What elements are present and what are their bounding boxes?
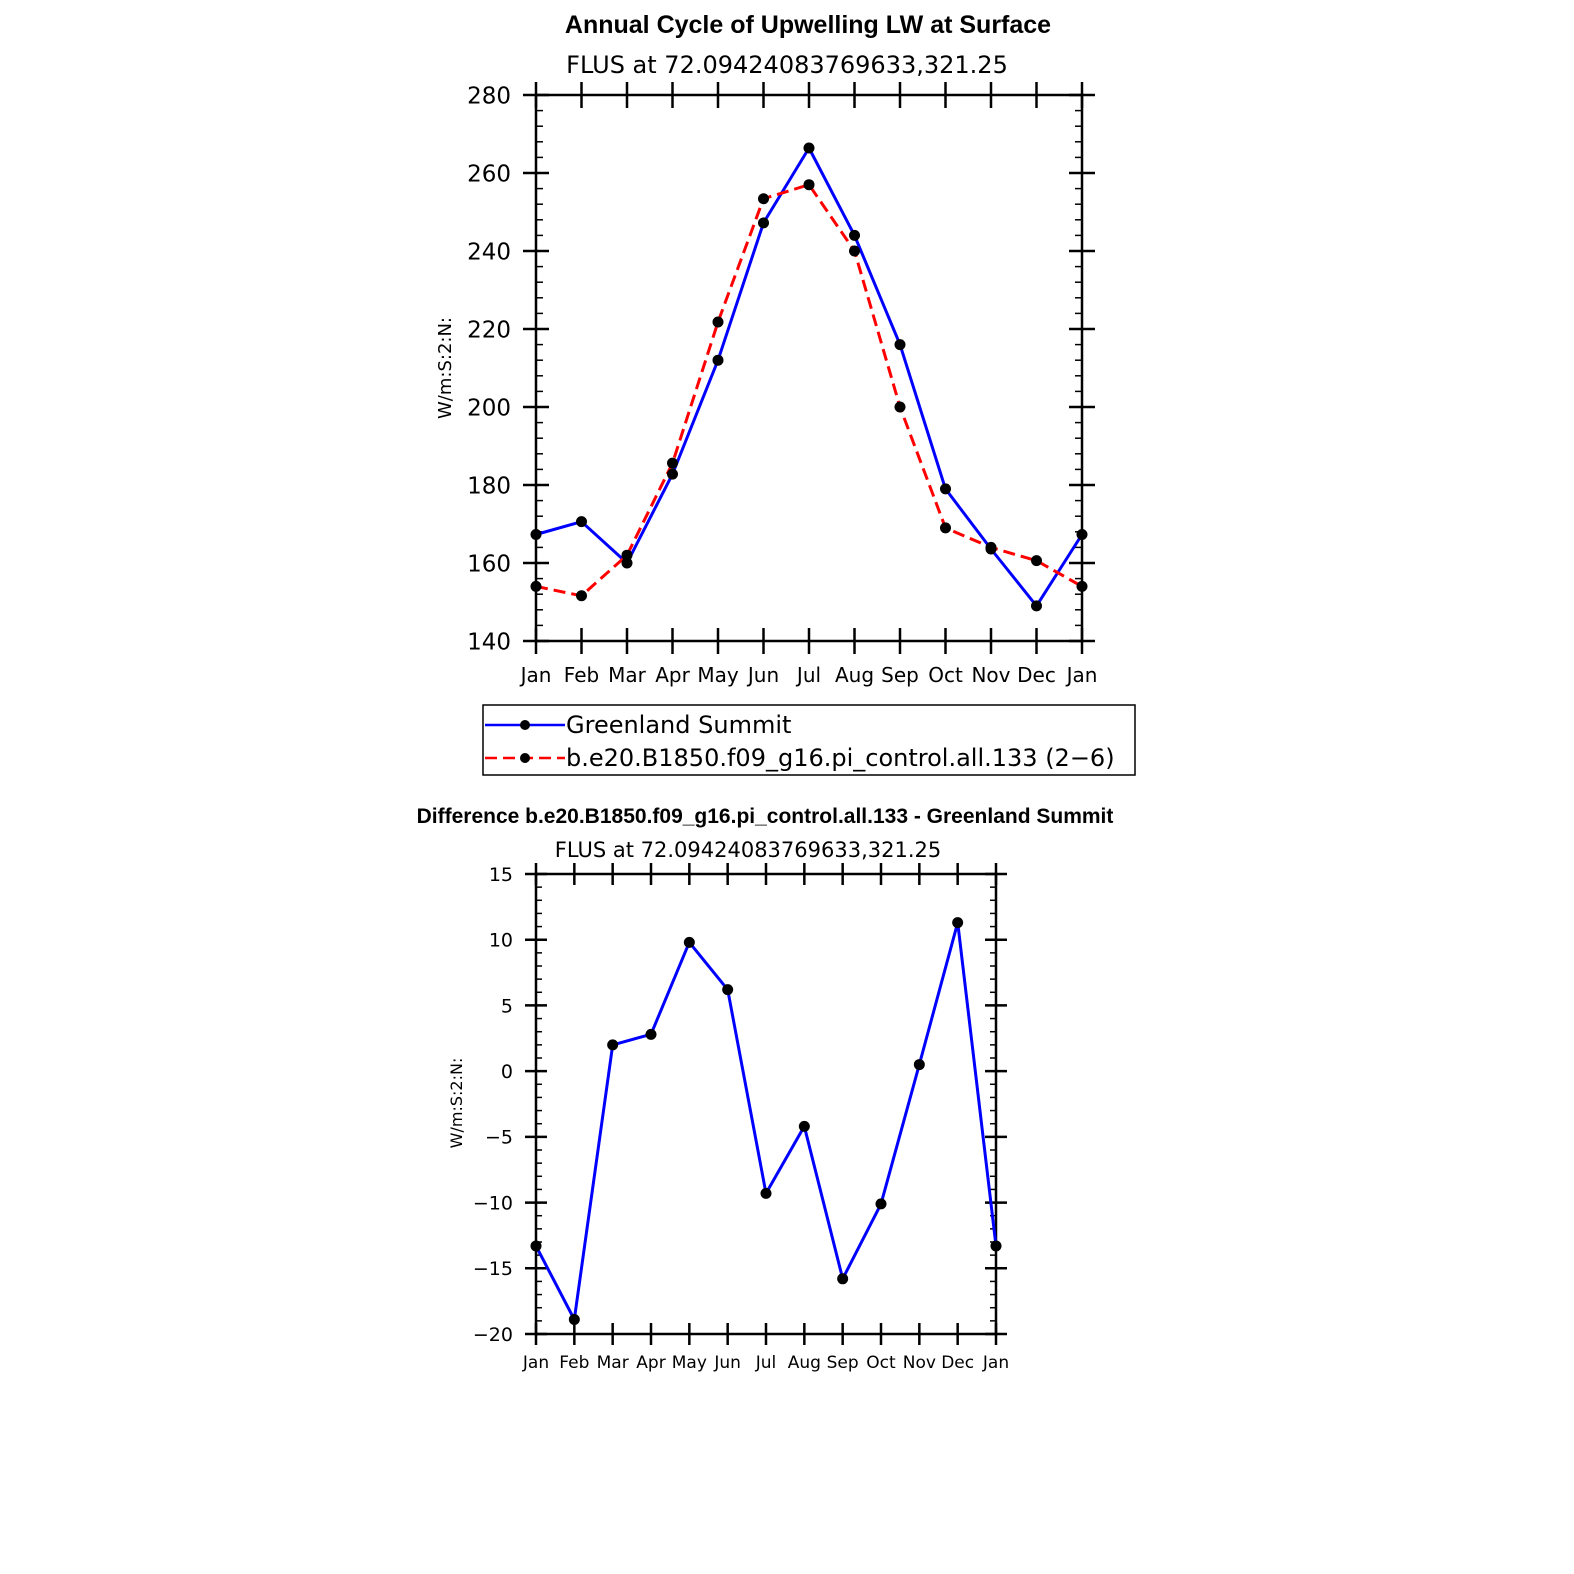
- c1-series-1-point: [622, 550, 633, 561]
- c2-ytick-label: 0: [500, 1060, 513, 1083]
- c1-series-1-point: [895, 402, 906, 413]
- c1-series-1-point: [531, 581, 542, 592]
- c2-xtick-label: Mar: [596, 1353, 629, 1373]
- legend-marker-model: [520, 753, 530, 763]
- c2-ytick-label: 5: [500, 995, 513, 1018]
- c1-xtick-label: Dec: [1017, 663, 1056, 687]
- c2-series-0-point: [837, 1273, 848, 1284]
- c1-xtick-label: Aug: [834, 663, 875, 687]
- c2-xtick-label: Aug: [787, 1353, 821, 1373]
- c2-series-0-point: [876, 1198, 887, 1209]
- c1-series-0-line: [536, 148, 1082, 606]
- c2-xtick-label: Dec: [941, 1353, 975, 1373]
- c2-xtick-label: Oct: [866, 1353, 896, 1373]
- c1-xtick-label: Jan: [1066, 663, 1098, 687]
- chart2-title: Difference b.e20.B1850.f09_g16.pi_control.all.133 - Greenland Summit: [416, 805, 1114, 828]
- c1-ytick-label: 280: [467, 83, 511, 110]
- c2-series-0-point: [952, 917, 963, 928]
- c1-series-0-point: [895, 339, 906, 350]
- c2-ytick-label: 10: [488, 929, 513, 952]
- c1-series-0-point: [531, 529, 542, 540]
- c2-xtick-label: Feb: [559, 1353, 590, 1373]
- c1-series-1-line: [536, 185, 1082, 596]
- c2-ytick-label: −10: [472, 1192, 513, 1215]
- c2-xtick-label: Jul: [755, 1353, 777, 1373]
- c2-xtick-label: Jun: [714, 1353, 741, 1373]
- c2-ytick-label: −5: [484, 1126, 513, 1149]
- c1-xtick-label: Sep: [881, 663, 919, 687]
- c1-xtick-label: Feb: [563, 663, 600, 687]
- c2-series-0-point: [607, 1039, 618, 1050]
- c2-series-0-line: [536, 923, 996, 1320]
- c1-series-0-point: [758, 217, 769, 228]
- c1-xtick-label: May: [697, 663, 739, 687]
- c1-series-0-point: [940, 483, 951, 494]
- c1-ytick-label: 220: [467, 317, 511, 344]
- c1-xtick-label: Nov: [971, 663, 1011, 687]
- c1-series-1-point: [849, 246, 860, 257]
- c1-series-1-point: [986, 542, 997, 553]
- c1-xtick-label: Jun: [747, 663, 780, 687]
- c1-series-1-point: [1031, 555, 1042, 566]
- c2-xtick-label: Nov: [902, 1353, 936, 1373]
- c1-ytick-label: 240: [467, 239, 511, 266]
- c1-xtick-label: Jan: [520, 663, 552, 687]
- annual-cycle-chart: [435, 11, 1097, 687]
- c1-series-0-point: [1077, 529, 1088, 540]
- c2-series-0-point: [646, 1029, 657, 1040]
- chart1-legend: [483, 705, 1135, 775]
- c1-series-1-point: [804, 179, 815, 190]
- c1-xtick-label: Oct: [928, 663, 963, 687]
- c1-ytick-label: 140: [467, 629, 511, 656]
- c1-series-0-point: [667, 469, 678, 480]
- c2-series-0-point: [761, 1188, 772, 1199]
- legend-label-model: b.e20.B1850.f09_g16.pi_control.all.133 (2−6): [566, 744, 1115, 772]
- c1-series-1-point: [758, 193, 769, 204]
- c2-xtick-label: Jan: [982, 1353, 1010, 1373]
- c1-series-1-point: [667, 458, 678, 469]
- c2-series-0-point: [531, 1240, 542, 1251]
- c1-series-1-point: [940, 522, 951, 533]
- c1-ytick-label: 260: [467, 161, 511, 188]
- c2-series-0-point: [799, 1121, 810, 1132]
- c1-xtick-label: Apr: [655, 663, 690, 687]
- chart2-subtitle: FLUS at 72.09424083769633,321.25: [554, 838, 942, 862]
- difference-chart: [417, 805, 1114, 1373]
- chart1-subtitle: FLUS at 72.09424083769633,321.25: [566, 51, 1008, 79]
- c2-series-0-point: [569, 1314, 580, 1325]
- c2-series-0-point: [991, 1240, 1002, 1251]
- c2-series-0-point: [684, 937, 695, 948]
- c2-xtick-label: Apr: [636, 1353, 666, 1373]
- legend-marker-greenland: [520, 720, 530, 730]
- c2-ytick-label: 15: [488, 863, 513, 886]
- chart2-ylabel: W/m:S:2:N:: [447, 1057, 466, 1149]
- c2-ytick-label: −20: [472, 1323, 513, 1346]
- c2-ytick-label: −15: [472, 1258, 513, 1281]
- c2-series-0-point: [722, 984, 733, 995]
- c1-series-0-point: [576, 516, 587, 527]
- c1-ytick-label: 200: [467, 395, 511, 422]
- legend-label-greenland: Greenland Summit: [566, 711, 792, 739]
- c1-series-0-point: [713, 355, 724, 366]
- chart1-title: Annual Cycle of Upwelling LW at Surface: [564, 11, 1052, 39]
- c1-xtick-label: Jul: [796, 663, 822, 687]
- c1-ytick-label: 160: [467, 551, 511, 578]
- c1-series-0-point: [849, 230, 860, 241]
- chart1-ylabel: W/m:S:2:N:: [435, 317, 456, 419]
- c2-xtick-label: Sep: [826, 1353, 859, 1373]
- c2-xtick-label: Jan: [522, 1353, 550, 1373]
- c1-xtick-label: Mar: [608, 663, 646, 687]
- c1-series-1-point: [1077, 581, 1088, 592]
- c2-series-0-point: [914, 1059, 925, 1070]
- c1-series-0-point: [1031, 600, 1042, 611]
- c1-series-1-point: [713, 316, 724, 327]
- c1-ytick-label: 180: [467, 473, 511, 500]
- c2-xtick-label: May: [671, 1353, 707, 1373]
- c1-series-0-point: [804, 143, 815, 154]
- c1-series-1-point: [576, 590, 587, 601]
